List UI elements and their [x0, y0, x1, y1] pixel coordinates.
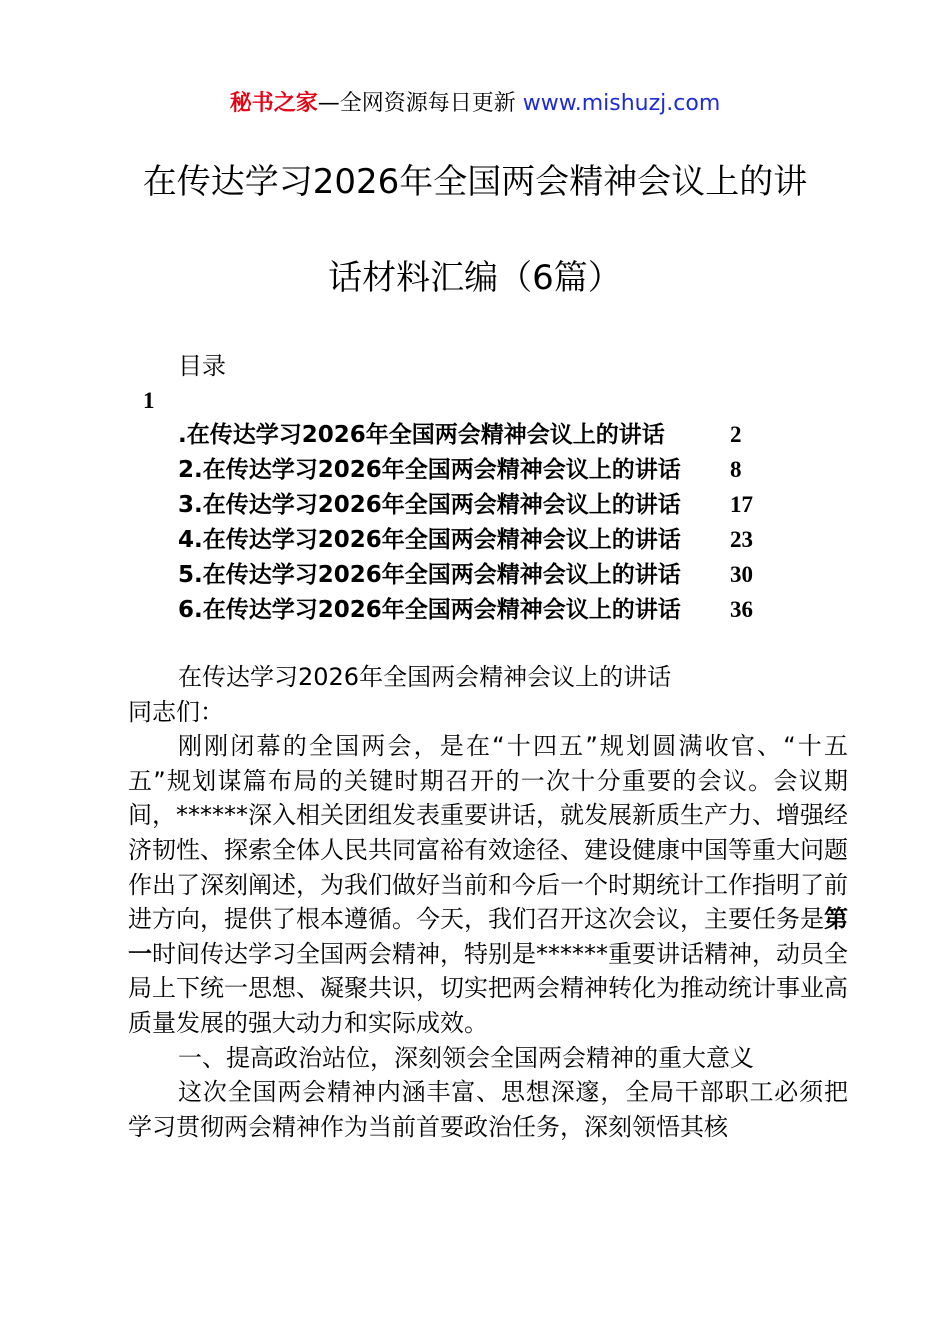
- toc-first-number: 1: [143, 388, 155, 413]
- toc-item[interactable]: [178, 490, 753, 525]
- site-header: [0, 88, 950, 120]
- toc-item[interactable]: [178, 560, 753, 595]
- paragraph-1-text: 刚刚闭幕的全国两会，是在“十四五”规划圆满收官、“十五五”规划谋篇布局的关键时期召开的一次十分重要的会议。会议期间，******深入相关团组发表重要讲话，就发展新质生产力、增强经济韧性、探索全体人民共同富裕有效途径、建设健康中国等重大问题作出了深刻阐述，为我们做好当前和今后一个时期统计工作指明了前进方向，提供了根本遵循。今天，我们召开这次会议，主要任务是: [128, 732, 848, 934]
- toc-item-page: 30: [730, 562, 753, 587]
- document-title-line-1: 在传达学习2026年全国两会精神会议上的讲: [142, 162, 808, 202]
- toc-item[interactable]: [178, 455, 753, 490]
- toc-item-label: 4.在传达学习2026年全国两会精神会议上的讲话: [178, 527, 681, 553]
- toc-item-page: 17: [730, 492, 753, 517]
- toc-item[interactable]: [178, 595, 753, 630]
- speech-body: [128, 660, 848, 1144]
- header-slogan: —全网资源每日更新: [317, 91, 523, 116]
- toc-item[interactable]: [178, 420, 753, 455]
- toc-item-page: 23: [730, 527, 753, 552]
- toc-item-label: .在传达学习2026年全国两会精神会议上的讲话: [178, 422, 665, 448]
- toc-item[interactable]: [178, 525, 753, 560]
- speech-title: 在传达学习2026年全国两会精神会议上的讲话: [178, 663, 672, 691]
- header-url[interactable]: www.mishuzj.com: [522, 91, 721, 116]
- toc-item-label: 6.在传达学习2026年全国两会精神会议上的讲话: [178, 597, 681, 623]
- toc-item-page: 36: [730, 597, 753, 622]
- paragraph-2: 这次全国两会精神内涵丰富、思想深邃，全局干部职工必须把学习贯彻两会精神作为当前首要政治任务，深刻领悟其核: [128, 1078, 848, 1141]
- toc-heading: 目录: [178, 352, 226, 380]
- paragraph-1-bold: 第一: [128, 905, 848, 968]
- toc-item-label: 3.在传达学习2026年全国两会精神会议上的讲话: [178, 492, 681, 518]
- toc-item-page: 2: [730, 422, 742, 447]
- salutation: 同志们：: [128, 697, 224, 726]
- brand-name: 秘书之家: [229, 91, 318, 116]
- toc-item-label: 2.在传达学习2026年全国两会精神会议上的讲话: [178, 457, 681, 483]
- paragraph-1: [128, 729, 848, 1040]
- table-of-contents: [178, 420, 753, 630]
- paragraph-1-text-cont: 时间传达学习全国两会精神，特别是******重要讲话精神，动员全局上下统一思想、凝聚共识，切实把两会精神转化为推动统计事业高质量发展的强大动力和实际成效。: [128, 939, 848, 1037]
- toc-item-label: 5.在传达学习2026年全国两会精神会议上的讲话: [178, 562, 681, 588]
- document-title-line-2: 话材料汇编（6篇）: [328, 258, 622, 298]
- toc-item-page: 8: [730, 457, 742, 482]
- section-1-heading: 一、提高政治站位，深刻领会全国两会精神的重大意义: [178, 1043, 754, 1072]
